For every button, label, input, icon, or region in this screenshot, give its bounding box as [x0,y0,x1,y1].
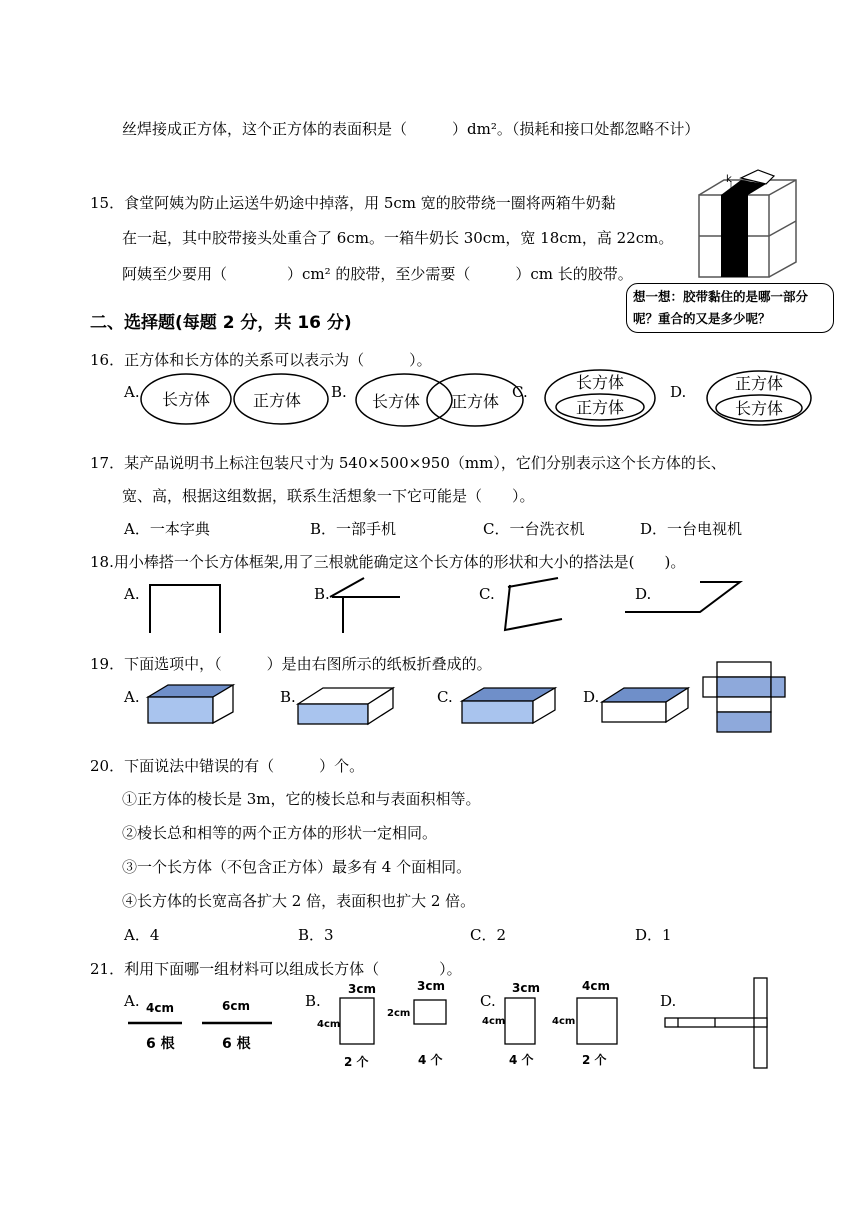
q17-option-d[interactable]: D．一台电视机 [640,520,743,538]
q21-c-cnt1: 4 个 [509,1053,534,1067]
q20-stem: 20．下面说法中错误的有（ ）个。 [90,757,365,775]
q21-b-w1: 3cm [348,982,376,996]
q20-option-b[interactable]: B．3 [298,926,334,944]
q20-statement-2: ②棱长总和相等的两个正方体的形状一定相同。 [122,824,438,842]
q16-a-cube: 正方体 [252,391,302,410]
svg-text:k: k [726,174,732,185]
q19-stem: 19．下面选项中，（ ）是由右图所示的纸板折叠成的。 [90,655,492,673]
q21-b-cnt2: 4 个 [418,1053,443,1067]
q21-c-w2: 4cm [582,979,610,993]
q21-b-h1: 4cm [317,1019,341,1030]
q16-option-a-label[interactable]: A. [124,383,140,401]
q16-d-cuboid: 长方体 [734,399,784,418]
q18-stem: 18.用小棒搭一个长方体框架,用了三根就能确定这个长方体的形状和大小的搭法是( )。 [90,553,686,571]
q21-option-b-label[interactable]: B. [305,992,321,1010]
q17-option-a[interactable]: A．一本字典 [124,520,210,538]
q20-statement-4: ④长方体的长宽高各扩大 2 倍，表面积也扩大 2 倍。 [122,892,476,910]
q21-c-h2: 4cm [552,1016,576,1027]
q17-option-b[interactable]: B．一部手机 [310,520,397,538]
q21-a-len2: 6cm [222,999,250,1013]
q20-statement-1: ①正方体的棱长是 3m，它的棱长总和与表面积相等。 [122,790,481,808]
q21-c-cnt2: 2 个 [582,1053,607,1067]
q16-c-cuboid: 长方体 [575,373,625,392]
q21-material-diagrams [120,976,800,1072]
q20-option-d[interactable]: D．1 [635,926,672,944]
section-2-title: 二、选择题(每题 2 分，共 16 分) [90,313,352,333]
q21-option-c-label[interactable]: C. [480,992,496,1010]
q16-a-cuboid: 长方体 [161,390,211,409]
milk-boxes-illustration [696,168,800,280]
q15-line2: 在一起，其中胶带接头处重合了 6cm。一箱牛奶长 30cm，宽 18cm，高 22cm。 [122,229,674,247]
q19-net-figure [700,660,790,736]
q19-option-c-label[interactable]: C. [437,688,453,706]
q19-option-a-label[interactable]: A. [124,688,140,706]
q16-diagrams [140,368,840,430]
q21-c-w1: 3cm [512,981,540,995]
q21-b-w2: 3cm [417,979,445,993]
q17-line1: 17．某产品说明书上标注包装尺寸为 540×500×950（mm），它们分别表示这个长方体的长、 [90,454,726,472]
q18-option-d-label[interactable]: D. [635,585,652,603]
q21-option-d-label[interactable]: D. [660,992,677,1010]
q16-option-c-label[interactable]: C. [512,383,528,401]
q16-b-cuboid: 长方体 [371,392,421,411]
q18-option-c-label[interactable]: C. [479,585,495,603]
q16-option-b-label[interactable]: B. [331,383,347,401]
q18-stick-diagrams [140,575,780,637]
q20-option-c[interactable]: C．2 [470,926,507,944]
q15-line1: 15．食堂阿姨为防止运送牛奶途中掉落，用 5cm 宽的胶带绕一圈将两箱牛奶黏 [90,194,616,212]
q20-statement-3: ③一个长方体（不包含正方体）最多有 4 个面相同。 [122,858,472,876]
q16-c-cube: 正方体 [575,398,625,417]
q21-a-cnt2: 6 根 [222,1036,251,1052]
q17-option-c[interactable]: C．一台洗衣机 [483,520,585,538]
q18-option-a-label[interactable]: A. [124,585,140,603]
q21-b-h2: 2cm [387,1008,411,1019]
q21-b-cnt1: 2 个 [344,1055,369,1069]
q18-option-b-label[interactable]: B. [314,585,330,603]
q19-option-b-label[interactable]: B. [280,688,296,706]
q16-stem: 16．正方体和长方体的关系可以表示为（ ）。 [90,351,432,369]
q21-stem: 21．利用下面哪一组材料可以组成长方体（ ）。 [90,960,462,978]
q14-tail: 丝焊接成正方体，这个正方体的表面积是（ ）dm²。（损耗和接口处都忽略不计） [122,120,700,138]
q17-line2: 宽、高，根据这组数据，联系生活想象一下它可能是（ ）。 [122,487,535,505]
q16-b-cube: 正方体 [450,392,500,411]
q16-option-d-label[interactable]: D. [670,383,687,401]
q21-a-len1: 4cm [146,1001,174,1015]
q15-tip-box: 想一想：胶带黏住的是哪一部分呢？重合的又是多少呢？ [626,283,834,333]
q15-line3: 阿姨至少要用（ ）cm² 的胶带，至少需要（ ）cm 长的胶带。 [122,265,633,283]
q21-option-a-label[interactable]: A. [124,992,140,1010]
q21-c-h1: 4cm [482,1016,506,1027]
q16-d-cube: 正方体 [734,374,784,393]
q19-option-d-label[interactable]: D. [583,688,600,706]
q19-box-options [140,680,710,730]
q20-option-a[interactable]: A．4 [124,926,160,944]
q21-a-cnt1: 6 根 [146,1036,175,1052]
